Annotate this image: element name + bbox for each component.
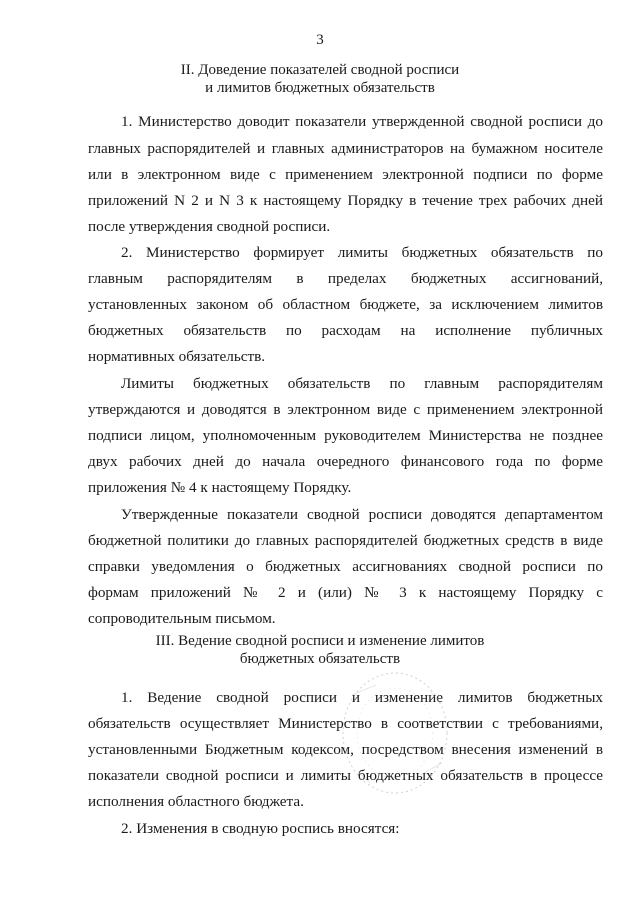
section-3-heading-line-1: III. Ведение сводной росписи и изменение лимитов (155, 633, 485, 649)
text-line: бюджетных обязательств по расходам на исполнение публичных (88, 322, 603, 339)
text-line: приложений N 2 и N 3 к настоящему Порядку в течение трех рабочих дней (88, 192, 603, 209)
text-line: справки уведомления о бюджетных ассигнованиях сводной росписи по (88, 558, 603, 575)
text-line: установленных законом об областном бюджете, за исключением лимитов (88, 296, 603, 313)
text-line: нормативных обязательств. (88, 348, 266, 365)
text-line: Лимиты бюджетных обязательств по главным распорядителям (121, 375, 603, 392)
text-line: 2. Министерство формирует лимиты бюджетных обязательств по (121, 244, 603, 261)
text-line: Утвержденные показатели сводной росписи доводятся департаментом (121, 506, 603, 523)
text-line: утверждаются и доводятся в электронном виде с применением электронной (88, 401, 603, 418)
page-number: 3 (316, 32, 324, 48)
text-line: 1. Министерство доводит показатели утвержденной сводной росписи до (121, 113, 603, 130)
text-line: 1. Ведение сводной росписи и изменение лимитов бюджетных (121, 689, 603, 706)
text-line: или в электронном виде с применением электронной подписи по форме (88, 166, 603, 183)
text-line: бюджетной политики до главных распорядителей бюджетных средств в виде (88, 532, 603, 549)
text-line: подписи лицом, уполномоченным руководителем Министерства не позднее (88, 427, 603, 444)
section-2-heading-line-1: II. Доведение показателей сводной росписи (180, 62, 460, 78)
text-line: исполнения областного бюджета. (88, 793, 304, 810)
text-line: сопроводительным письмом. (88, 610, 276, 627)
section-2-heading-line-2: и лимитов бюджетных обязательств (205, 80, 435, 96)
text-line: главным распорядителям в пределах бюджетных ассигнований, (88, 270, 603, 287)
text-line: показатели сводной росписи и лимиты бюджетных обязательств в процессе (88, 767, 603, 784)
text-line: главных распорядителей и главных администраторов на бумажном носителе (88, 140, 603, 157)
text-line: 2. Изменения в сводную роспись вносятся: (121, 820, 400, 837)
text-line: обязательств осуществляет Министерство в соответствии с требованиями, (88, 715, 603, 732)
section-3-heading-line-2: бюджетных обязательств (239, 651, 401, 667)
text-line: после утверждения сводной росписи. (88, 218, 331, 235)
text-line: двух рабочих дней до начала очередного финансового года по форме (88, 453, 603, 470)
text-line: формам приложений № 2 и (или) № 3 к настоящему Порядку с (88, 584, 603, 601)
text-line: установленными Бюджетным кодексом, посредством внесения изменений в (88, 741, 603, 758)
text-line: приложения № 4 к настоящему Порядку. (88, 479, 352, 496)
